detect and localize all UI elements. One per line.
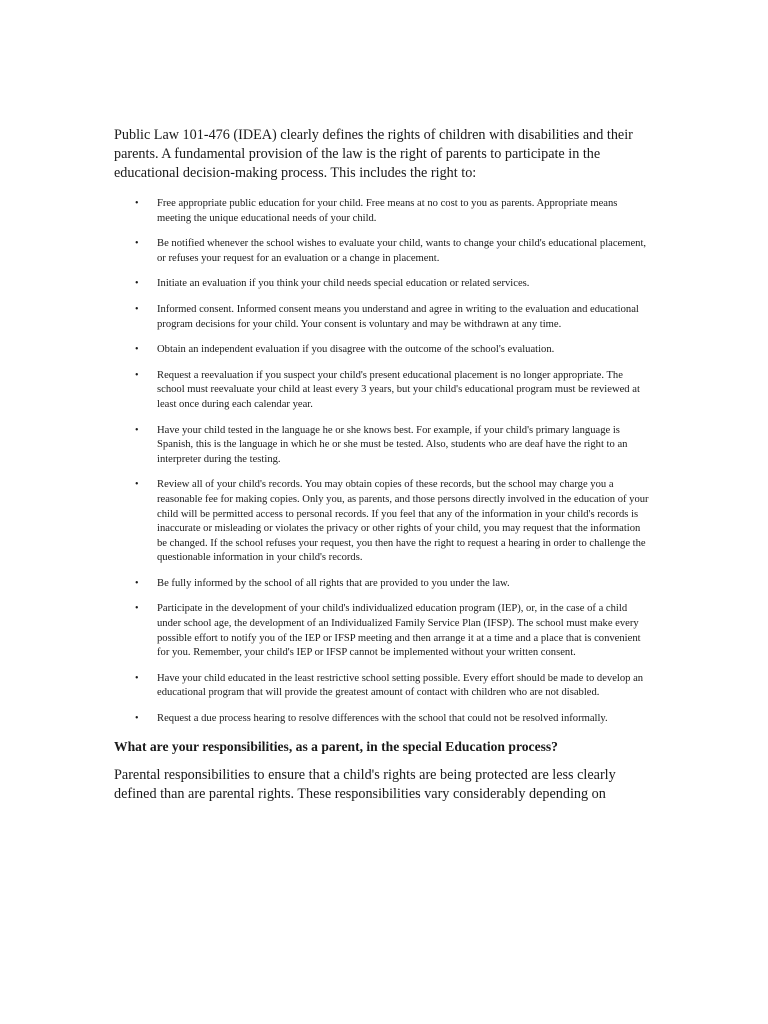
bullet-icon: •: [135, 303, 139, 315]
list-item: [114, 369, 650, 413]
list-item-text: Request a reevaluation if you suspect your child's present educational placement is no longer appropriate. The school must reevaluate your child at least every 3 years, but your child's educational program must be reviewed at least once during each calendar year.: [157, 369, 640, 410]
bullet-icon: •: [135, 344, 139, 356]
document-page: [114, 126, 650, 804]
list-item-text: Have your child tested in the language he or she knows best. For example, if your child's primary language is Spanish, this is the language in which he or she must be tested. Also, students who are deaf have the right to an interpreter during the testing.: [157, 424, 628, 465]
list-item-text: Free appropriate public education for your child. Free means at no cost to you as parents. Appropriate means meeting the unique educational needs of your child.: [157, 198, 618, 224]
intro-paragraph: Public Law 101-476 (IDEA) clearly defines the rights of children with disabilities and their parents. A fundamental provision of the law is the right of parents to participate in the educational decision-making process. This includes the right to:: [114, 127, 633, 181]
list-item: [114, 602, 650, 660]
list-item-text: Initiate an evaluation if you think your child needs special education or related services.: [157, 278, 530, 290]
bullet-icon: •: [135, 369, 139, 381]
list-item: [114, 197, 650, 226]
list-item: [114, 277, 650, 292]
list-item: [114, 303, 650, 332]
list-item-text: Obtain an independent evaluation if you disagree with the outcome of the school's evaluation.: [157, 344, 555, 356]
list-item-text: Be fully informed by the school of all rights that are provided to you under the law.: [157, 577, 510, 589]
closing-paragraph: Parental responsibilities to ensure that a child's rights are being protected are less clearly defined than are parental rights. These responsibilities vary considerably depending on: [114, 766, 616, 802]
list-item: [114, 343, 650, 358]
list-item-text: Request a due process hearing to resolve differences with the school that could not be resolved informally.: [157, 713, 608, 725]
bullet-icon: •: [135, 479, 139, 491]
list-item: [114, 237, 650, 266]
list-item: [114, 424, 650, 468]
bullet-icon: •: [135, 238, 139, 250]
list-item-text: Informed consent. Informed consent means you understand and agree in writing to the evaluation and educational program decisions for your child. Your consent is voluntary and may be withdrawn at any time.: [157, 303, 639, 330]
bullet-icon: •: [135, 603, 139, 615]
list-item: [114, 672, 650, 701]
bullet-icon: •: [135, 424, 139, 436]
bullet-icon: •: [135, 278, 139, 290]
list-item: [114, 478, 650, 566]
bullet-icon: •: [135, 577, 139, 589]
list-item: [114, 577, 650, 592]
bullet-icon: •: [135, 198, 139, 209]
list-item-text: Participate in the development of your child's individualized education program (IEP), or, in the case of a child under school age, the development of an Individualized Family Service Plan (IFSP). The school must make every possible effort to notify you of the IEP or IFSP meeting and then arrange it at a time and a place that is convenient for you. Remember, your child's IEP or IFSP cannot be implemented without your written consent.: [157, 603, 641, 659]
list-item: [114, 712, 650, 727]
list-item-text: Have your child educated in the least restrictive school setting possible. Every effort should be made to develop an educational program that will provide the greatest amount of contact with children who are not disabled.: [157, 672, 644, 699]
bullet-icon: •: [135, 713, 139, 725]
list-item-text: Be notified whenever the school wishes to evaluate your child, wants to change your child's educational placement, or refuses your request for an evaluation or a change in placement.: [157, 238, 647, 264]
section-heading: What are your responsibilities, as a parent, in the special Education process?: [114, 738, 558, 754]
list-item-text: Review all of your child's records. You may obtain copies of these records, but the school may charge you a reasonable fee for making copies. Only you, as parents, and those persons directly involved in the education of your child will be permitted access to personal records. If you feel that any of the information in your child's records is inaccurate or misleading or violates the privacy or other rights of your child, you may request that the information be changed. If the school refuses your request, you then have the right to request a hearing in order to challenge the questionable information in your child's records.: [157, 479, 649, 564]
bullet-icon: •: [135, 672, 139, 684]
rights-list: [114, 197, 650, 727]
